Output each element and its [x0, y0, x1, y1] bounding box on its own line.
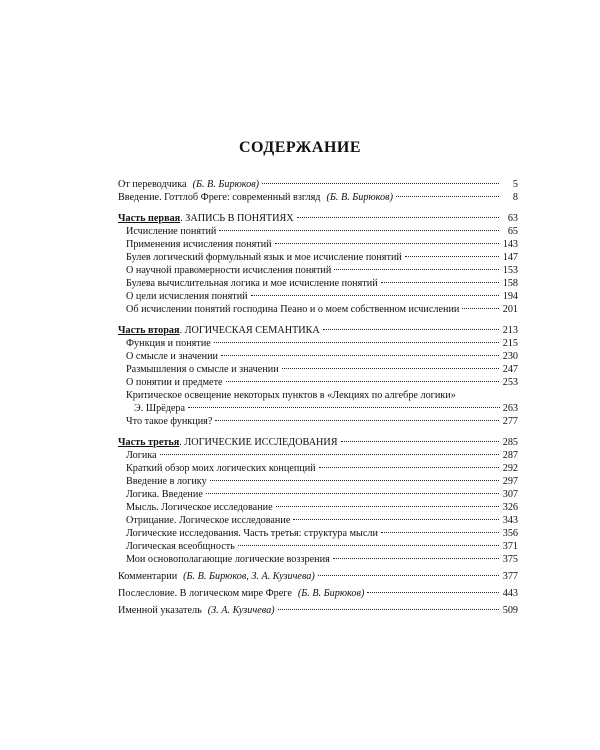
toc-entry[interactable]: Исчисление понятий 65: [126, 226, 518, 237]
toc-entry[interactable]: Логическая всеобщность 371: [126, 541, 518, 552]
part-heading[interactable]: Часть первая. ЗАПИСЬ В ПОНЯТИЯХ 63: [118, 213, 518, 224]
toc-entry[interactable]: О смысле и значении 230: [126, 351, 518, 362]
page-number: 443: [502, 588, 518, 599]
toc-entry[interactable]: О понятии и предмете 253: [126, 377, 518, 388]
table-of-contents: [118, 178, 518, 617]
toc-entry[interactable]: Комментарии (Б. В. Бирюков, З. А. Кузичева) 377: [118, 571, 518, 582]
part-heading[interactable]: Часть третья. ЛОГИЧЕСКИЕ ИССЛЕДОВАНИЯ 285: [118, 437, 518, 448]
toc-entry[interactable]: Краткий обзор моих логических концепций 292: [126, 463, 518, 474]
toc-entry[interactable]: Что такое функция? 277: [126, 416, 518, 427]
leader-dots: [188, 407, 500, 408]
toc-entry[interactable]: Применения исчисления понятий 143: [126, 239, 518, 250]
toc-entry[interactable]: О научной правомерности исчисления понятий 153: [126, 265, 518, 276]
page-number: 263: [502, 403, 518, 414]
toc-entry-multiline[interactable]: Критическое освещение некоторых пунктов в «Лекциях по алгебре логики» Э. Шрёдера 263: [126, 390, 518, 414]
page-number: 377: [502, 571, 518, 582]
leader-dots: [278, 609, 499, 610]
page-number: 509: [502, 605, 518, 616]
toc-entry[interactable]: Отрицание. Логическое исследование 343: [126, 515, 518, 526]
toc-entry[interactable]: О цели исчисления понятий 194: [126, 291, 518, 302]
toc-entry[interactable]: Введение. Готтлоб Фреге: современный взгляд (Б. В. Бирюков) 8: [118, 192, 518, 203]
toc-entry[interactable]: Мысль. Логическое исследование 326: [126, 502, 518, 513]
toc-entry[interactable]: От переводчика (Б. В. Бирюков) 5: [118, 179, 518, 190]
leader-dots: [318, 575, 499, 576]
toc-entry[interactable]: Послесловие. В логическом мире Фреге (Б. В. Бирюков) 443: [118, 588, 518, 599]
toc-entry[interactable]: Логика. Введение 307: [126, 489, 518, 500]
page-number: 8: [512, 192, 518, 203]
leader-dots: [323, 329, 499, 330]
page-number: 213: [502, 325, 518, 336]
page-number: 285: [502, 437, 518, 448]
leader-dots: [262, 183, 499, 184]
toc-entry[interactable]: Введение в логику 297: [126, 476, 518, 487]
toc-entry[interactable]: Мои основополагающие логические воззрения 375: [126, 554, 518, 565]
toc-entry[interactable]: Булев логический формульный язык и мое исчисление понятий 147: [126, 252, 518, 263]
toc-entry[interactable]: Функция и понятие 215: [126, 338, 518, 349]
toc-entry[interactable]: Логика 287: [126, 450, 518, 461]
toc-entry[interactable]: Именной указатель (З. А. Кузичева) 509: [118, 605, 518, 616]
toc-entry[interactable]: Размышления о смысле и значении 247: [126, 364, 518, 375]
leader-dots: [367, 592, 499, 593]
toc-entry[interactable]: Об исчислении понятий господина Пеано и о моем собственном исчислении 201: [126, 304, 518, 315]
page-number: 63: [507, 213, 518, 224]
toc-entry[interactable]: Булева вычислительная логика и мое исчисление понятий 158: [126, 278, 518, 289]
part-heading[interactable]: Часть вторая. ЛОГИЧЕСКАЯ СЕМАНТИКА 213: [118, 325, 518, 336]
page-number: 5: [512, 179, 518, 190]
leader-dots: [297, 217, 499, 218]
leader-dots: [396, 196, 499, 197]
leader-dots: [341, 441, 499, 442]
toc-entry[interactable]: Логические исследования. Часть третья: структура мысли 356: [126, 528, 518, 539]
page-title: СОДЕРЖАНИЕ: [238, 139, 362, 156]
